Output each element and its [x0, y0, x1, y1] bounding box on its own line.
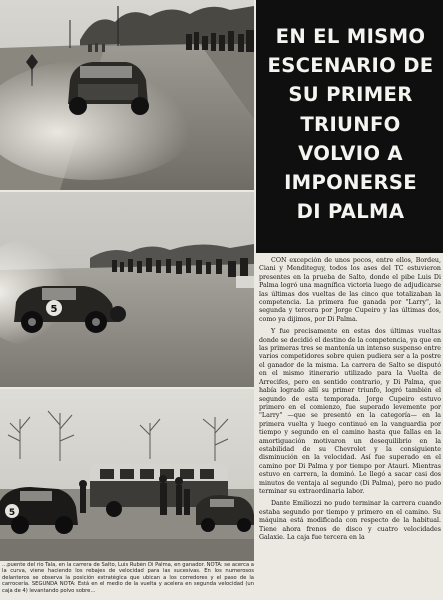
car-number: 5	[8, 508, 16, 518]
article-body	[259, 257, 441, 600]
car-number: 5	[50, 304, 58, 315]
headline-line: DI PALMA	[296, 200, 405, 224]
race-photo-road-image	[0, 0, 254, 190]
article-paragraph: Y fue precisamente en estas dos últimas vueltas donde se decidió el destino de la competencia, ya que en las primeras tres se mantenía un intenso suspenso entre varios competidores sobre quien pudiera ser a la postre el ganador de la misma. La carrera de Salto se disputó en el mismo itinerario utilizado para la Vuelta de Arrecifes, pero en sentido contrario, y Di Palma, que había logrado allí su primer triunfo, logró también el segundo de esta temporada. Jorge Cupeiro estuvo primero en el comienzo, fue superado levemente por "Larry" —que se presentó en la categoría— en la primera vuelta y luego continuó en la vanguardia por tiempo y segundo en el camino hasta que fallas en la amortiguación motivaron un desequilibrio en la estabilidad de su Chevrolet y la consiguiente disminución en la velocidad. Así fue superado en el camino por Di Palma y por tiempo por Atauri. Mientras estuvo en carrera, la dominó. Le llegó a sacar casi dos minutos de ventaja al segundo (Di Palma), pero no pudo terminar su extraordinaria labor.	[259, 328, 441, 495]
article-paragraph: Dante Emiliozzi no pudo terminar la carrera cuando estaba segundo por tiempo y primero en el camino. Su máquina está modificada con respecto de la habitual. Tiene ahora frenos de disco y cuatro velocidades Galaxie. La caja fue tercera en la	[259, 500, 441, 541]
headline-line: IMPONERSE	[284, 171, 417, 195]
race-photo-road	[0, 0, 254, 190]
race-photo-pits	[0, 389, 254, 561]
photo-caption: …puente del río Tala, en la carrera de Salto, Luis Rubén Di Palma, en ganador. NOTA: se acerca a la curva, viene haciendo los rebajes de velocidad para las sucesivas. En los numerosos delanteros se observa la posición estratégica que ubican a los corredores y el paso de la carrocería. SEGUNDA NOTA: Está en el medio de la vuelta y acelera en segunda velocidad (un caja de 4) levantando polvo sobre…	[2, 562, 254, 594]
headline-line: TRIUNFO	[300, 112, 401, 136]
race-photo-curve-image	[0, 192, 254, 387]
headline-line: EN EL MISMO	[275, 25, 426, 48]
article-paragraph: CON excepción de unos pocos, entre ellos, Bordeu, Ciani y Menditeguy, todos los ases del TC estuvieron presentes en la prueba de Salto, donde el pibe Luis Di Palma logró una magnífica victoria luego de adjudicarse las últimas dos vueltas de las cinco que totalizaban la competencia. La primera fue ganada por "Larry", la segunda y tercera por Jorge Cupeiro y las últimas dos, como ya dijimos, por Di Palma.	[259, 257, 441, 323]
headline-line: SU PRIMER	[288, 83, 413, 107]
headline-box	[256, 0, 443, 253]
headline-line: VOLVIO A	[298, 141, 403, 165]
race-photo-curve	[0, 192, 254, 387]
race-photo-pits-image	[0, 389, 254, 561]
headline	[260, 22, 441, 226]
headline-line: ESCENARIO DE	[267, 54, 434, 78]
